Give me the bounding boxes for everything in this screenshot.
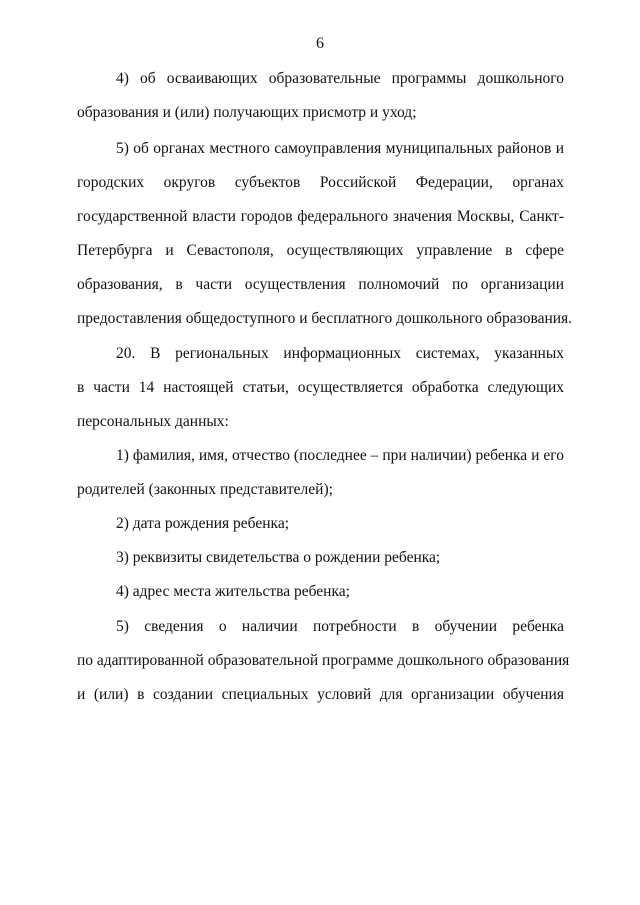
paragraph-list-item-3: [77, 541, 564, 575]
paragraph-list-item-2: [77, 507, 564, 541]
text-line: государственной власти городов федерального значения Москвы, Санкт-: [77, 208, 564, 225]
text-line: по адаптированной образовательной программе дошкольного образования: [77, 652, 570, 669]
text-line: 2) дата рождения ребенка;: [116, 515, 290, 532]
text-line: 4) об осваивающих образовательные программы дошкольного: [116, 70, 564, 87]
text-line: персональных данных:: [77, 413, 229, 430]
paragraph-list-item-4: [77, 575, 564, 609]
text-line: 1) фамилия, имя, отчество (последнее – при наличии) ребенка и его: [116, 447, 564, 464]
text-line: образования и (или) получающих присмотр и уход;: [77, 104, 417, 121]
text-line: 5) об органах местного самоуправления муниципальных районов и: [116, 140, 564, 157]
text-line: городских округов субъектов Российской Федерации, органах: [77, 174, 564, 191]
page-number: 6: [316, 35, 324, 52]
text-line: 3) реквизиты свидетельства о рождении ребенка;: [116, 549, 441, 566]
text-line: в части 14 настоящей статьи, осуществляется обработка следующих: [77, 379, 564, 396]
paragraph-list-item-5: [77, 610, 570, 712]
text-line: предоставления общедоступного и бесплатного дошкольного образования.: [77, 310, 573, 327]
text-line: Петербурга и Севастополя, осуществляющих управление в сфере: [77, 242, 564, 259]
paragraph-section-20: [77, 337, 564, 439]
text-line: 20. В региональных информационных системах, указанных: [116, 345, 564, 362]
text-line: родителей (законных представителей);: [77, 481, 333, 498]
text-line: образования, в части осуществления полномочий по организации: [77, 276, 564, 293]
paragraph-item-4: [77, 62, 564, 130]
text-line: и (или) в создании специальных условий для организации обучения: [77, 686, 564, 703]
text-line: 4) адрес места жительства ребенка;: [116, 583, 350, 600]
paragraph-item-5: [77, 132, 573, 336]
text-line: 5) сведения о наличии потребности в обучении ребенка: [116, 618, 564, 635]
paragraph-list-item-1: [77, 439, 564, 507]
